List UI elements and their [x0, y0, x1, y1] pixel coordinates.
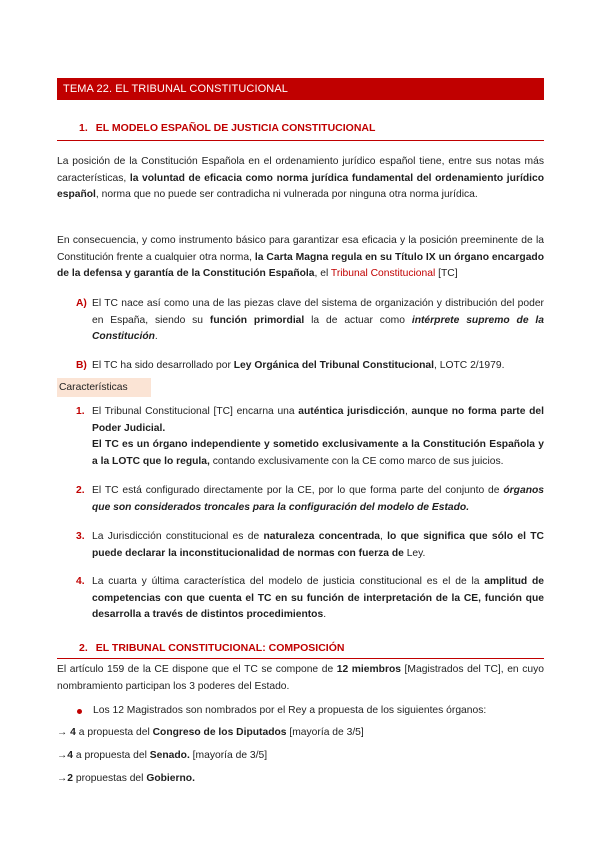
section-2-number: 2.: [79, 642, 88, 654]
characteristic-1-text: El Tribunal Constitucional [TC] encarna una auténtica jurisdicción, aunque no forma parte del Poder Judicial. El TC es un órgano independiente y sometido exclusivamente a la Constitución Española y a la LOTC que lo regula, contando exclusivamente con la CE como marco de sus juicios.: [92, 406, 544, 467]
item-b-marker: B): [76, 360, 87, 371]
para2-bold: la Carta Magna regula en su Título IX un órgano encargado de la defensa y garantía de la Constitución Española: [57, 251, 544, 279]
item-b-text: El TC ha sido desarrollado por Ley Orgánica del Tribunal Constitucional, LOTC 2/1979.: [92, 360, 505, 371]
para2-text: En consecuencia, y como instrumento básico para garantizar esa eficacia y la posición preeminente de la Constitución frente a cualquier otra norma,: [57, 235, 544, 263]
item-a-marker: A): [76, 298, 87, 309]
para2-sep: , el: [314, 268, 331, 279]
bullet-item: Los 12 Magistrados son nombrados por el Rey a propuesta de los siguientes órganos:: [93, 705, 487, 716]
section-1-title: EL MODELO ESPAÑOL DE JUSTICIA CONSTITUCIONAL: [95, 122, 376, 134]
arrow-item-gobierno: →2 propuestas del Gobierno.: [57, 773, 195, 784]
section-2-intro: El artículo 159 de la CE dispone que el TC se compone de 12 miembros [Magistrados del TC], en cuyo nombramiento participan los 3 poderes del Estado.: [57, 664, 544, 692]
section-1-heading: [57, 121, 544, 135]
characteristic-4-marker: 4.: [76, 576, 85, 587]
right-arrow-icon: →: [57, 773, 68, 784]
characteristic-2-text: El TC está configurado directamente por la CE, por lo que forma parte del conjunto de órganos que son considerados troncales para la configuración del modelo de Estado.: [92, 485, 544, 513]
section-2-title: EL TRIBUNAL CONSTITUCIONAL: COMPOSICIÓN: [95, 642, 345, 654]
section-1-rule: [57, 140, 544, 141]
characteristic-1: [57, 404, 544, 470]
para2-tail: [TC]: [435, 268, 458, 279]
characteristic-4: [57, 574, 544, 624]
paragraph-2: [57, 233, 544, 283]
right-arrow-icon: →: [57, 727, 68, 738]
arrow-item-congreso: → 4 a propuesta del Congreso de los Diputados [mayoría de 3/5]: [57, 727, 364, 738]
characteristic-1-marker: 1.: [76, 406, 85, 417]
bullet-dot-icon: [77, 709, 82, 714]
section-2-rule: [57, 658, 544, 659]
para1-bold: la voluntad de eficacia como norma jurídica fundamental del ordenamiento jurídico español: [57, 172, 544, 200]
document-title: TEMA 22. EL TRIBUNAL CONSTITUCIONAL: [57, 78, 544, 100]
para1-text: La posición de la Constitución Española en el ordenamiento jurídico español tiene, entre sus notas más características,: [57, 156, 544, 184]
item-a-text: El TC nace así como una de las piezas clave del sistema de organización y distribución del poder en España, siendo su función primordial la de actuar como intérprete supremo de la Constitución.: [92, 298, 544, 342]
characteristic-2-marker: 2.: [76, 485, 85, 496]
characteristic-4-text: La cuarta y última característica del modelo de justicia constitucional es el de la amplitud de competencias con que cuenta el TC en su función de interpretación de la CE, función que desarrolla a través de distintos procedimientos.: [92, 576, 544, 620]
arrow-item-senado: →4 a propuesta del Senado. [mayoría de 3/5]: [57, 750, 268, 761]
right-arrow-icon: →: [57, 750, 68, 761]
item-a: [57, 296, 544, 346]
characteristic-2: [57, 483, 544, 516]
para1-tail: , norma que no puede ser contradicha ni vulnerada por ninguna otra norma jurídica.: [95, 189, 478, 200]
paragraph-1: [57, 154, 544, 204]
tribunal-constitucional-term: Tribunal Constitucional: [330, 268, 436, 279]
item-b: [57, 358, 544, 375]
characteristic-3-text: La Jurisdicción constitucional es de naturaleza concentrada, lo que significa que sólo el TC puede declarar la inconstitucionalidad de normas con fuerza de Ley.: [92, 531, 544, 559]
characteristic-3: [57, 529, 544, 562]
caracteristicas-label: Características: [57, 378, 151, 397]
section-2-heading: [57, 641, 544, 655]
characteristic-3-marker: 3.: [76, 531, 85, 542]
section-1-number: 1.: [79, 122, 88, 134]
